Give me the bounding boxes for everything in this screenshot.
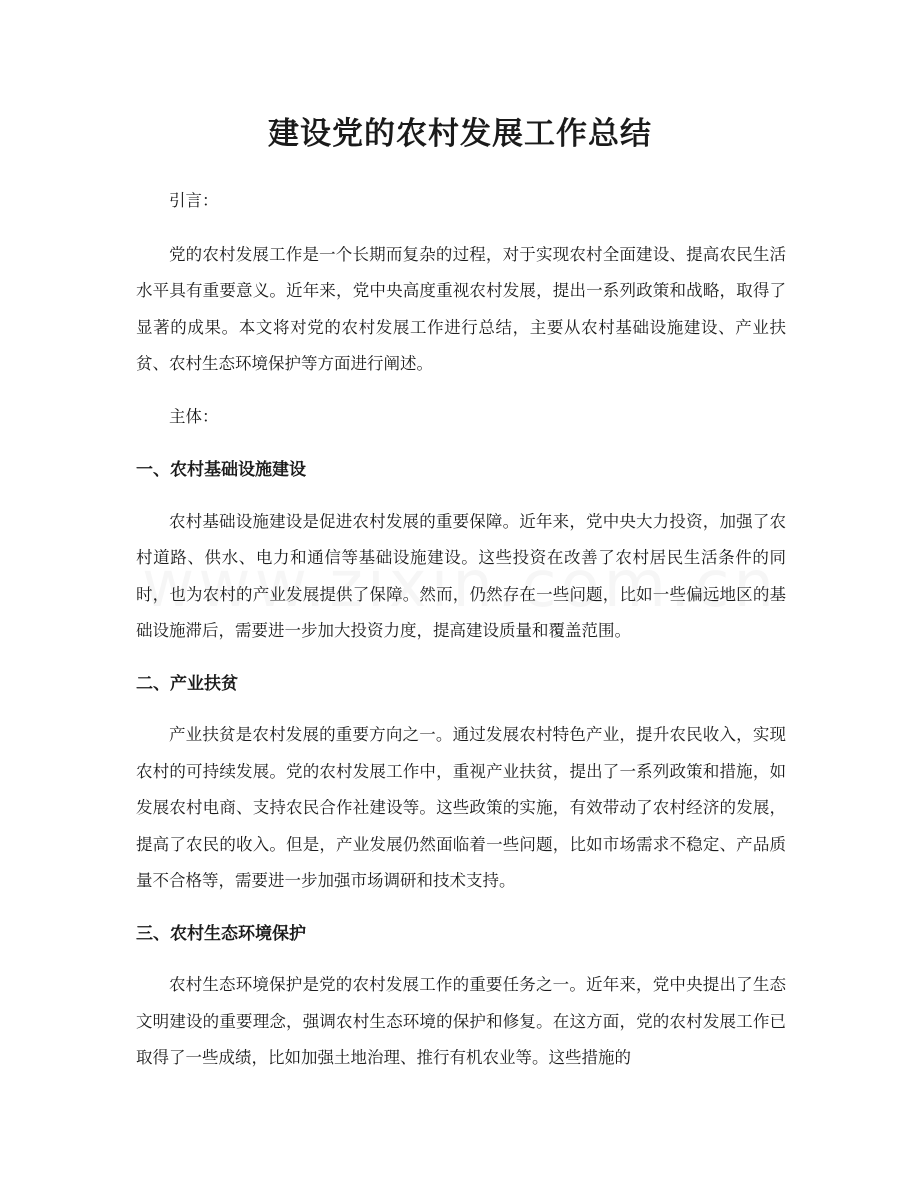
section-heading-industry: 二、产业扶贫 — [136, 673, 238, 694]
section-paragraph-infrastructure: 农村基础设施建设是促进农村发展的重要保障。近年来，党中央大力投资，加强了农村道路、供水、电力和通信等基础设施建设。这些投资在改善了农村居民生活条件的同时，也为农村的产业发展提供了保障。然而，仍然存在一些问题，比如一些偏远地区的基础设施滞后，需要进一步加大投资力度，提高建设质量和覆盖范围。 — [136, 511, 786, 640]
section-heading-ecology: 三、农村生态环境保护 — [136, 923, 306, 944]
section-heading-infrastructure: 一、农村基础设施建设 — [136, 460, 306, 480]
intro-label: 引言： — [169, 191, 219, 210]
document-title: 建设党的农村发展工作总结 — [268, 116, 652, 152]
document-body — [136, 183, 786, 1093]
section-paragraph-ecology: 农村生态环境保护是党的农村发展工作的重要任务之一。近年来，党中央提出了生态文明建设的重要理念，强调农村生态环境的保护和修复。在这方面，党的农村发展工作已取得了一些成绩，比如加强土地治理、推行有机农业等。这些措施的 — [136, 975, 786, 1067]
intro-paragraph: 党的农村发展工作是一个长期而复杂的过程，对于实现农村全面建设、提高农民生活水平具有重要意义。近年来，党中央高度重视农村发展，提出一系列政策和战略，取得了显著的成果。本文将对党的农村发展工作进行总结，主要从农村基础设施建设、产业扶贫、农村生态环境保护等方面进行阐述。 — [136, 244, 786, 373]
body-label: 主体： — [169, 406, 219, 426]
section-paragraph-industry: 产业扶贫是农村发展的重要方向之一。通过发展农村特色产业，提升农民收入，实现农村的可持续发展。党的农村发展工作中，重视产业扶贫，提出了一系列政策和措施，如发展农村电商、支持农民合作社建设等。这些政策的实施，有效带动了农村经济的发展，提高了农民的收入。但是，产业发展仍然面临着一些问题，比如市场需求不稳定、产品质量不合格等，需要进一步加强市场调研和技术支持。 — [136, 725, 786, 890]
